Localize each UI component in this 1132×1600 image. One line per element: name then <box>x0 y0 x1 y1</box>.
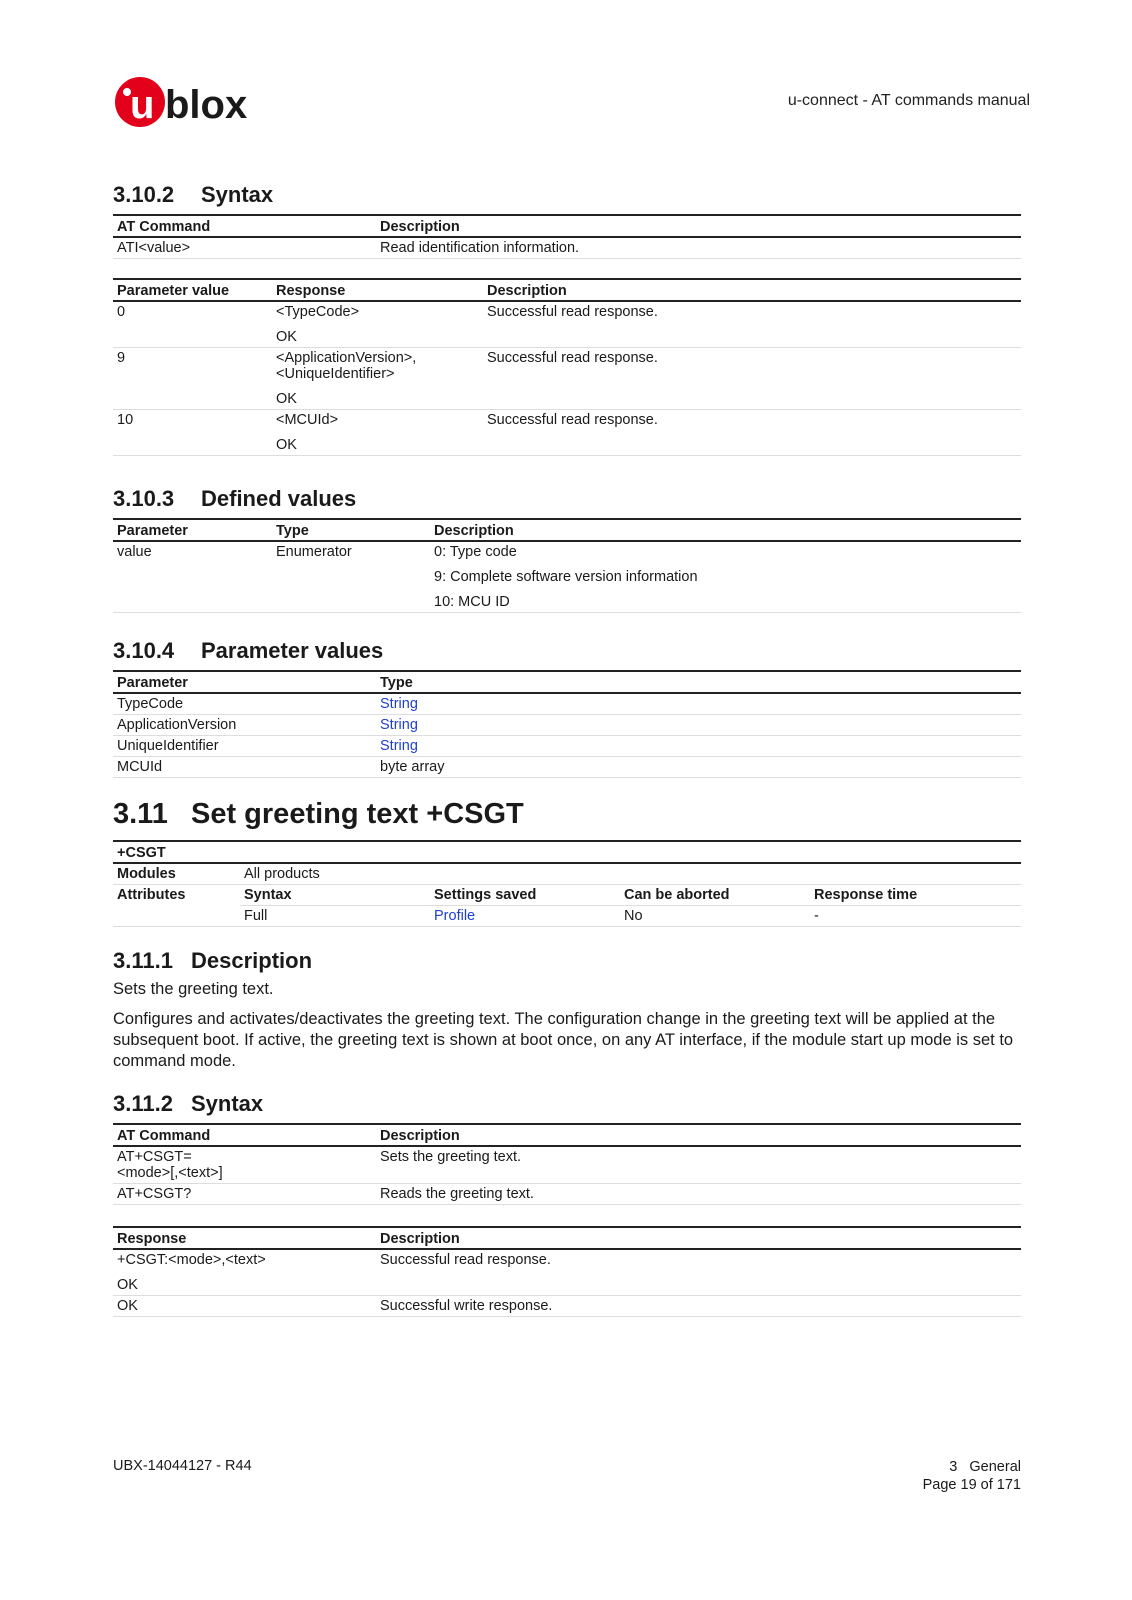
response-table <box>113 278 1021 456</box>
string-type-link[interactable]: String <box>380 738 418 754</box>
section-heading-3-11: 3.11 Set greeting text +CSGT <box>113 798 524 830</box>
table-head: +CSGT <box>113 841 1021 863</box>
table-row: +CSGT:<mode>,<text> OK Successful read response. <box>113 1249 1021 1296</box>
section-heading-3-10-4: 3.10.4 Parameter values <box>113 638 384 663</box>
footer-page-info <box>923 1458 1021 1494</box>
table-row: MCUId byte array <box>113 757 1021 778</box>
col-header: Response <box>272 279 483 301</box>
col-header: Parameter value <box>113 279 272 301</box>
table-row: AT+CSGT? Reads the greeting text. <box>113 1184 1021 1205</box>
table-row: UniqueIdentifier String <box>113 736 1021 757</box>
table-row: Modules All products <box>113 863 1021 885</box>
table-row: Attributes Syntax Settings saved Can be aborted Response time <box>113 885 1021 906</box>
footer-doc-id: UBX-14044127 - R44 <box>113 1458 252 1474</box>
col-header: Description <box>430 519 1021 541</box>
col-header: Description <box>376 1124 1021 1146</box>
at-command-table <box>113 214 1021 259</box>
col-header: AT Command <box>113 215 376 237</box>
col-header: Type <box>272 519 430 541</box>
table-row: AT+CSGT= <mode>[,<text>] Sets the greeting text. <box>113 1146 1021 1184</box>
table-row: ApplicationVersion String <box>113 715 1021 736</box>
footer-chapter: 3 General <box>949 1459 1021 1475</box>
table-row: TypeCode String <box>113 693 1021 715</box>
csgt-response-table <box>113 1226 1021 1317</box>
header-title: u-connect - AT commands manual <box>787 92 1030 109</box>
string-type-link[interactable]: String <box>380 696 418 712</box>
svg-text:u: u <box>130 83 155 127</box>
col-header: Description <box>376 215 1021 237</box>
ublox-logo <box>113 72 263 132</box>
section-heading-3-10-3: 3.10.3 Defined values <box>113 486 357 511</box>
section-heading-3-11-2: 3.11.2 Syntax <box>113 1091 264 1116</box>
csgt-command-table <box>113 1123 1021 1205</box>
string-type-link[interactable]: String <box>380 717 418 733</box>
col-header: AT Command <box>113 1124 376 1146</box>
col-header: Description <box>376 1227 1021 1249</box>
col-header: Parameter <box>113 671 376 693</box>
table-row: 10 <MCUId> OK Successful read response. <box>113 410 1021 456</box>
table-row: 0 <TypeCode> OK Successful read response. <box>113 301 1021 348</box>
parameter-values-table <box>113 670 1021 778</box>
description-paragraph: Sets the greeting text. <box>113 980 274 998</box>
col-header: Response <box>113 1227 376 1249</box>
csgt-attributes-table <box>113 840 1021 927</box>
footer-page-number: Page 19 of 171 <box>922 1477 1021 1493</box>
table-row: value Enumerator 0: Type code 9: Complete software version information 10: MCU ID <box>113 541 1021 613</box>
table-row: Full Profile No - <box>113 906 1021 927</box>
col-header: Type <box>376 671 1021 693</box>
svg-text:blox: blox <box>165 83 248 127</box>
description-paragraph: Configures and activates/deactivates the greeting text. The configuration change in the greeting text will be applied at the subsequent boot. If active, the greeting text is shown at boot once, on any AT interface, if the module start up mode is set to command mode. <box>113 1010 1014 1070</box>
profile-link[interactable]: Profile <box>434 908 476 924</box>
section-heading-3-11-1: 3.11.1 Description <box>113 948 313 973</box>
table-row: ATI<value> Read identification information. <box>113 237 1021 259</box>
table-row: OK Successful write response. <box>113 1296 1021 1317</box>
col-header: Description <box>483 279 1021 301</box>
section-heading-3-10-2: 3.10.2 Syntax <box>113 182 274 207</box>
col-header: Parameter <box>113 519 272 541</box>
table-row: 9 <ApplicationVersion>, <UniqueIdentifier> OK Successful read response. <box>113 348 1021 410</box>
defined-values-table <box>113 518 1021 613</box>
